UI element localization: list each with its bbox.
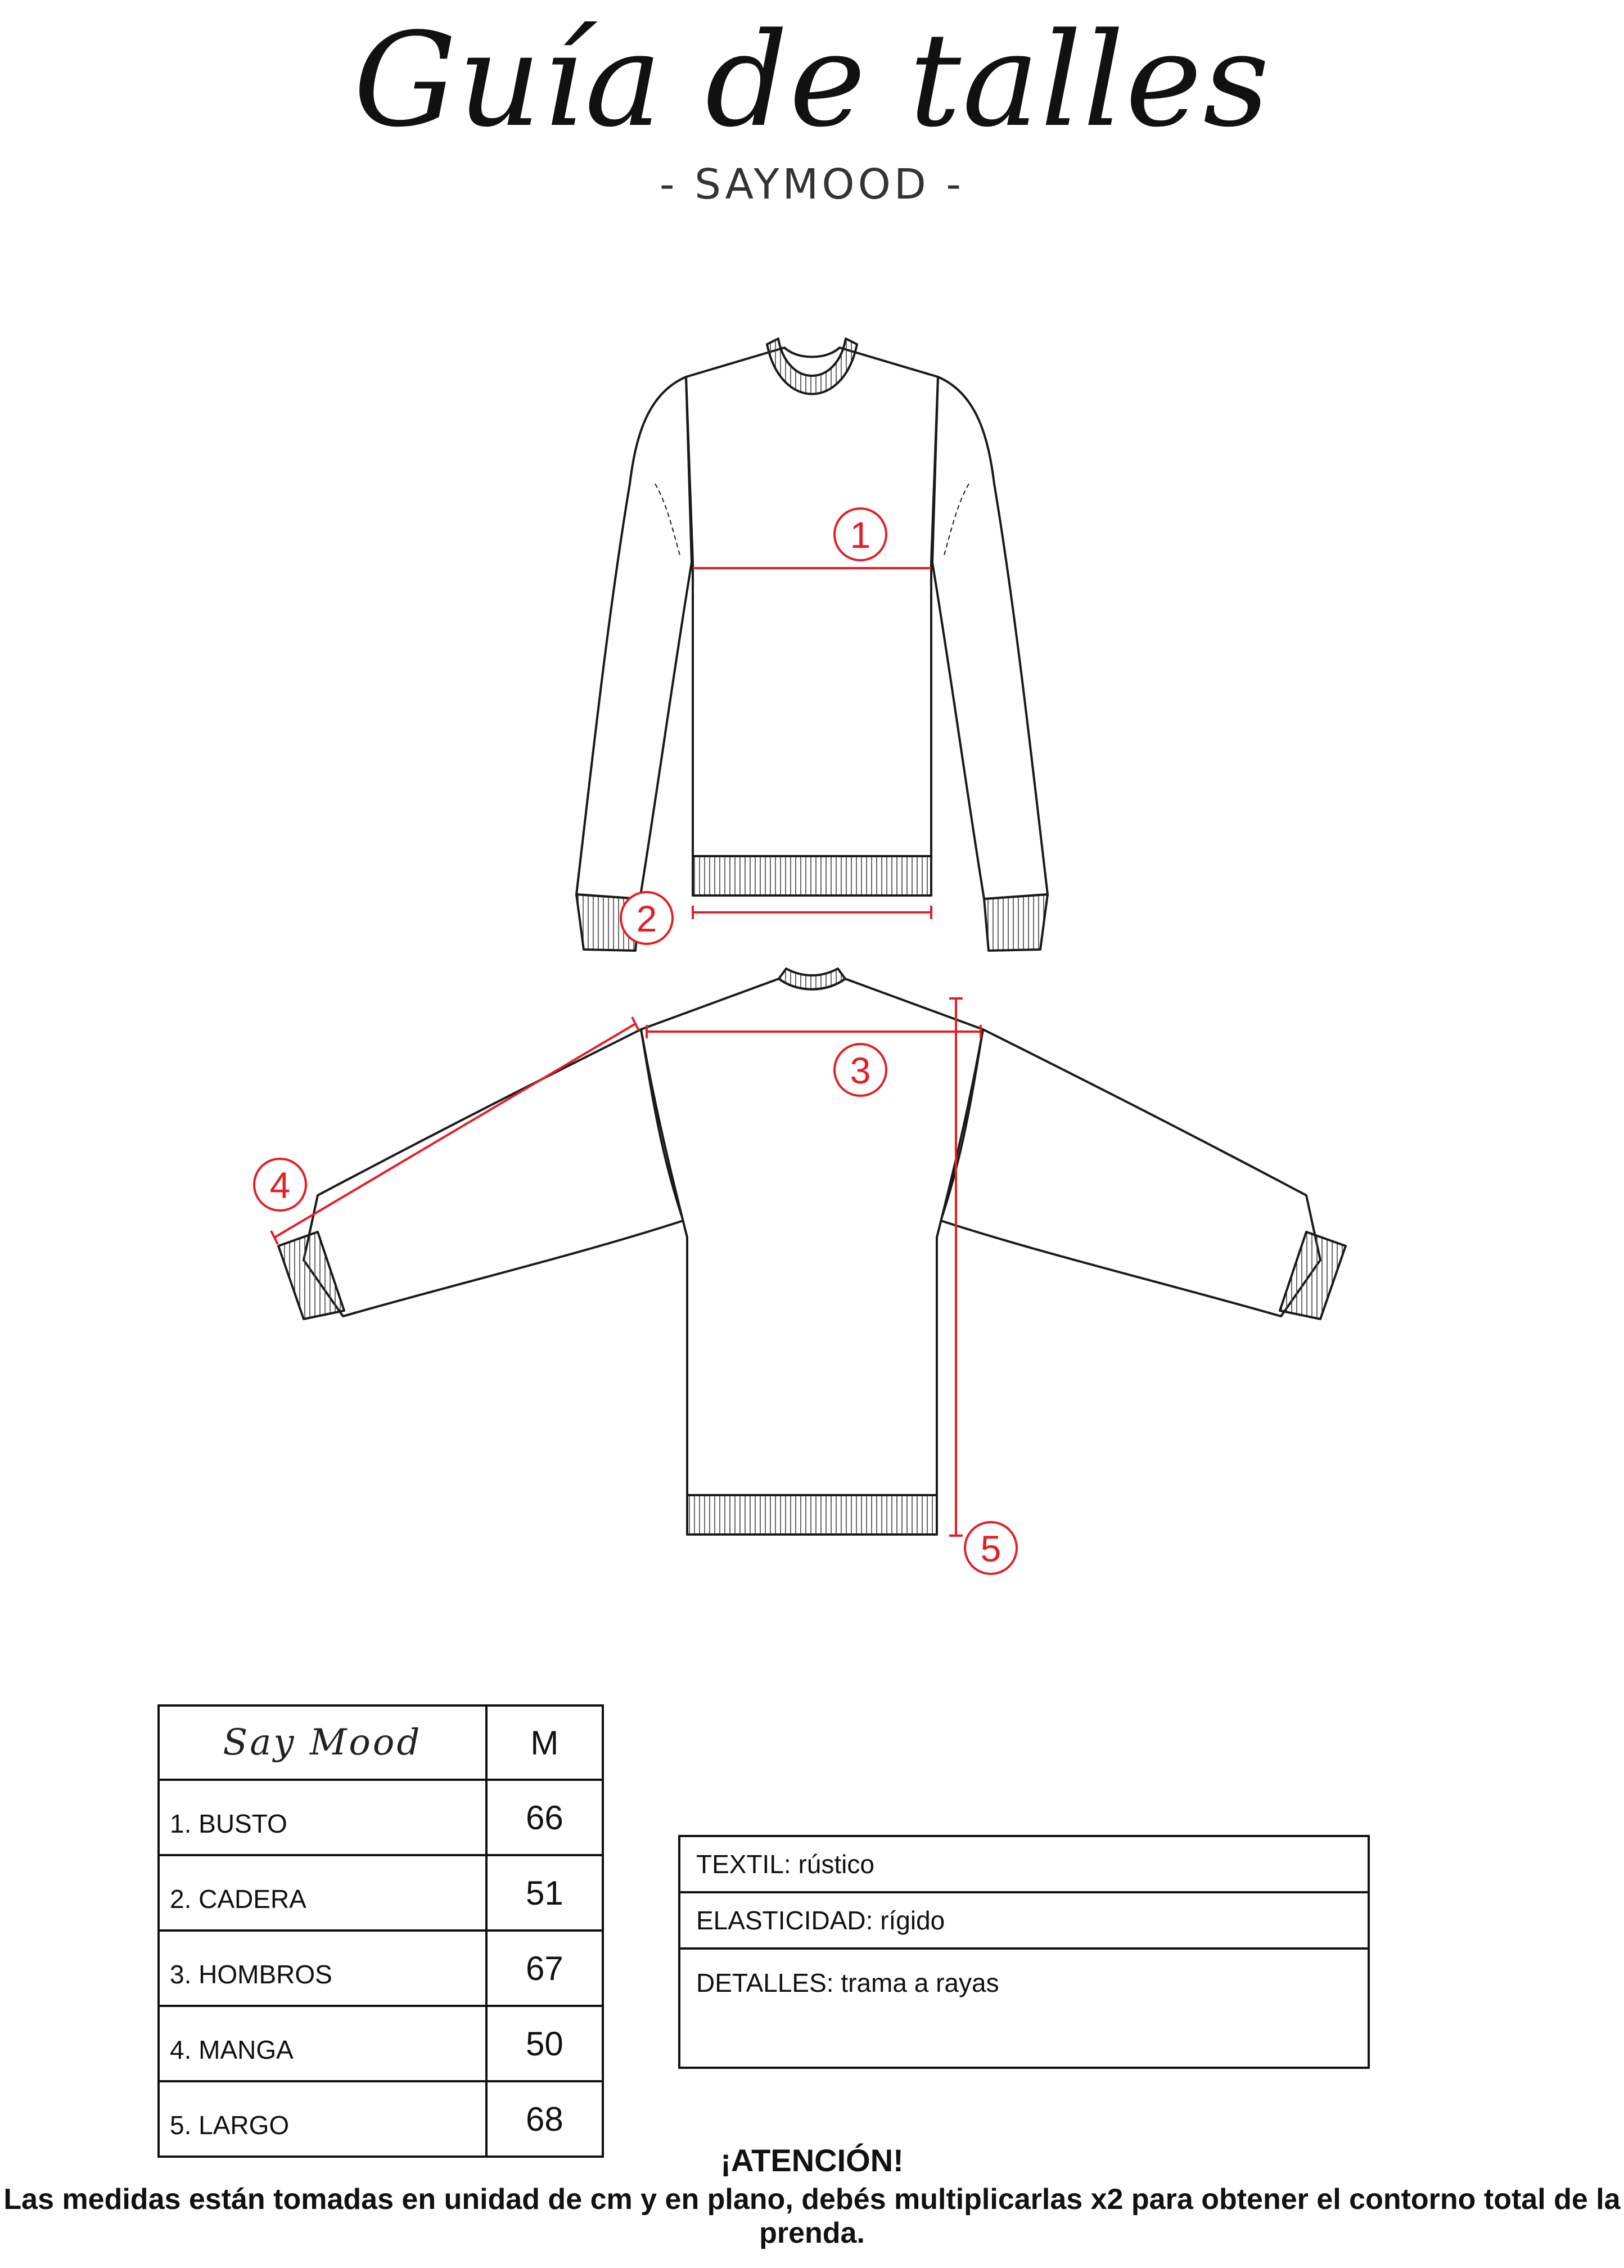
measure-value: 50	[486, 2006, 603, 2081]
table-row	[159, 2006, 603, 2081]
measure-label: 5. LARGO	[159, 2081, 486, 2157]
marker-label: 3	[850, 1050, 871, 1091]
size-header: M	[486, 1706, 603, 1780]
detalles-info: DETALLES: trama a rayas	[679, 1948, 1369, 2068]
back-sweater	[278, 969, 1346, 1534]
sweater-diagram	[0, 304, 1624, 1642]
textil-info: TEXTIL: rústico	[679, 1836, 1369, 1892]
measure-label: 4. MANGA	[159, 2006, 486, 2081]
brand-signature: Say Mood	[159, 1706, 486, 1780]
attention-title: ¡ATENCIÓN!	[720, 2143, 904, 2178]
measure-value: 66	[486, 1780, 603, 1855]
fabric-info-table	[678, 1835, 1370, 2069]
marker-2	[621, 892, 673, 944]
elasticidad-info: ELASTICIDAD: rígido	[679, 1892, 1369, 1948]
brand-subtitle: - SAYMOOD -	[659, 160, 965, 209]
measure-label: 3. HOMBROS	[159, 1930, 486, 2006]
marker-4	[254, 1159, 306, 1210]
marker-label: 5	[980, 1528, 1002, 1569]
measure-value: 67	[486, 1930, 603, 2006]
marker-5	[965, 1522, 1017, 1574]
page-title: Guía de talles	[353, 6, 1271, 156]
measure-label: 2. CADERA	[159, 1855, 486, 1930]
measure-value: 68	[486, 2081, 603, 2157]
measure-label: 1. BUSTO	[159, 1780, 486, 1855]
table-row	[159, 1855, 603, 1930]
marker-label: 4	[269, 1164, 291, 1206]
marker-label: 1	[850, 514, 871, 556]
measure-value: 51	[486, 1855, 603, 1930]
marker-1	[834, 508, 886, 560]
table-row	[159, 1930, 603, 2006]
marker-3	[834, 1044, 886, 1096]
attention-text: Las medidas están tomadas en unidad de cm y en plano, debés multiplicarlas x2 para obtener el contorno total de la prenda.	[3, 2183, 1621, 2249]
front-sweater	[576, 339, 1048, 951]
table-row	[159, 1780, 603, 1855]
marker-label: 2	[636, 898, 657, 939]
size-table	[157, 1704, 604, 2158]
